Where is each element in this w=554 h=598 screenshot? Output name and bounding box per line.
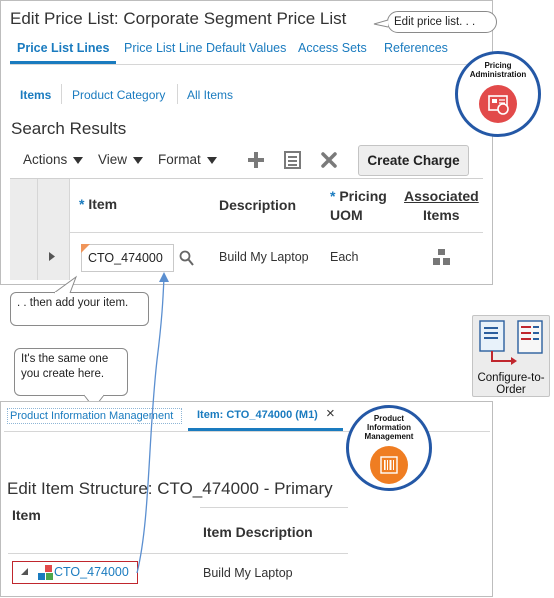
view-menu-label: View	[98, 152, 128, 167]
row-description: Build My Laptop	[219, 250, 309, 264]
callout-same-one	[14, 348, 128, 396]
configure-to-order-icon	[477, 319, 547, 369]
header-divider	[8, 553, 348, 554]
header-divider	[200, 507, 348, 508]
column-divider	[37, 179, 38, 280]
search-results-title: Search Results	[11, 119, 127, 138]
expand-row-icon[interactable]	[48, 251, 56, 262]
callout-pointer	[50, 275, 80, 294]
pim-badge-label: Product Information Management	[364, 414, 414, 441]
view-menu[interactable]	[98, 152, 143, 167]
subtab-all-items[interactable]: All Items	[187, 88, 234, 102]
x-icon[interactable]	[320, 151, 338, 169]
column-header-item: Item	[12, 507, 41, 523]
chevron-down-icon	[207, 157, 217, 164]
plus-icon[interactable]	[247, 151, 265, 169]
actions-menu[interactable]	[23, 152, 83, 167]
chevron-down-icon	[73, 157, 83, 164]
collapse-triangle-icon[interactable]	[20, 567, 29, 576]
search-icon[interactable]	[179, 250, 195, 267]
page-title: Edit Price List: Corporate Segment Price List	[10, 9, 347, 28]
item-input-field[interactable]	[81, 244, 174, 272]
row-uom: Each	[330, 250, 359, 264]
header-divider	[70, 232, 483, 233]
detach-icon[interactable]	[284, 151, 301, 169]
callout-add-item-text: . . then add your item.	[17, 297, 129, 309]
row-header-column	[10, 179, 70, 280]
item-structure-title: Edit Item Structure: CTO_474000 - Primary	[7, 479, 333, 498]
column-header-item-label: Item	[88, 196, 118, 212]
column-header-item	[79, 196, 117, 212]
changed-flag-icon	[81, 244, 90, 253]
callout-pointer	[372, 18, 390, 30]
hierarchy-icon[interactable]	[432, 248, 451, 266]
tab-item-cto[interactable]: Item: CTO_474000 (M1)	[197, 409, 318, 421]
item-link-cto[interactable]: CTO_474000	[54, 565, 129, 579]
barcode-icon	[370, 446, 408, 484]
structure-item-icon	[37, 564, 54, 581]
column-header-pricing-label: Pricing	[339, 188, 387, 204]
tab-price-list-lines[interactable]: Price List Lines	[17, 41, 110, 55]
subtab-product-category[interactable]: Product Category	[72, 88, 166, 102]
subtab-separator	[177, 84, 178, 104]
column-header-description: Description	[219, 197, 297, 213]
callout-edit-price-list	[387, 11, 497, 33]
tabs-divider	[10, 64, 480, 65]
pricing-administration-label: Pricing Administration	[469, 61, 527, 79]
item-input-value: CTO_474000	[88, 251, 163, 265]
subtab-items[interactable]: Items	[20, 88, 52, 102]
configure-to-order-label: Configure-to-Order	[477, 372, 545, 396]
tab-references[interactable]: References	[384, 41, 448, 55]
column-header-pricing-uom	[330, 188, 387, 204]
subtab-separator	[61, 84, 62, 104]
tab-access-sets[interactable]: Access Sets	[298, 41, 367, 55]
callout-add-item	[10, 292, 149, 326]
column-header-associated-items[interactable]: Associated	[404, 188, 479, 204]
format-menu-label: Format	[158, 152, 201, 167]
close-icon[interactable]: ×	[326, 405, 335, 422]
callout-same-one-text: It's the same one you create here.	[21, 353, 109, 380]
row-item-description: Build My Laptop	[203, 566, 293, 580]
required-marker: *	[79, 196, 85, 212]
format-menu[interactable]	[158, 152, 217, 167]
create-charge-button[interactable]: Create Charge	[358, 145, 469, 176]
chevron-down-icon	[133, 157, 143, 164]
pricing-icon	[479, 85, 517, 123]
required-marker: *	[330, 188, 336, 204]
column-header-item-description: Item Description	[203, 524, 313, 540]
tab-price-list-line-default-values[interactable]: Price List Line Default Values	[124, 41, 287, 55]
tab-product-information-management[interactable]: Product Information Management	[7, 408, 182, 424]
column-header-associated-items-line2: Items	[423, 207, 460, 223]
callout-edit-price-list-text: Edit price list. . .	[394, 16, 476, 28]
actions-menu-label: Actions	[23, 152, 68, 167]
column-header-uom-label: UOM	[330, 207, 363, 223]
